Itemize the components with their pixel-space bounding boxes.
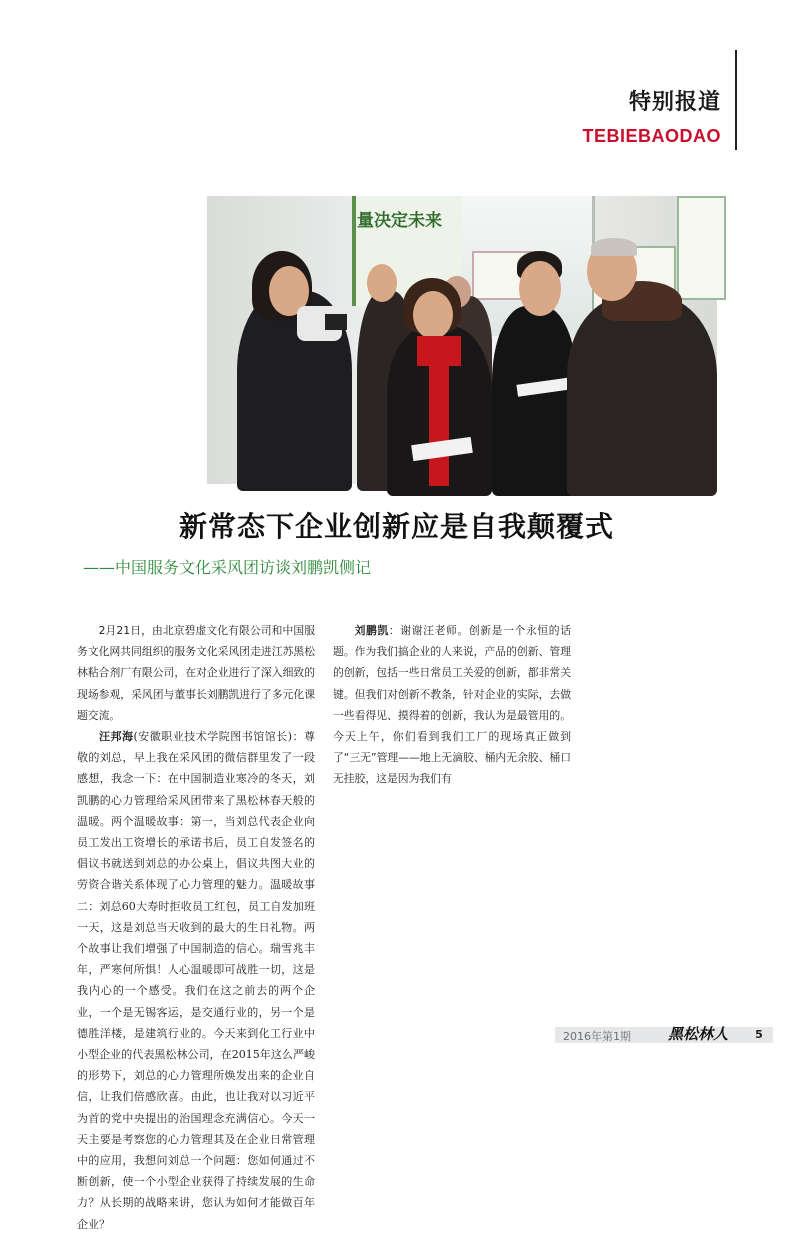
page-number: 5 [745,1027,773,1043]
speaker-name: 汪邦海 [99,730,134,744]
article-photo [207,196,717,484]
article-subtitle: ——中国服务文化采风团访谈刘鹏凯侧记 [83,558,372,577]
photo-notice-board [677,196,726,300]
paragraph-text: ：谢谢汪老师。创新是一个永恒的话题。作为我们搞企业的人来说，产品的创新、管理的创新，包括一些日常员工关爱的创新，都非常关键。但我们对创新不教条，针对企业的实际，去做一些看得见、摸得着的创新，我认为是最管用的。今天上午，你们看到我们工厂的现场真正做到了“三无”管理——地上无滴胶、桶内无余胶、桶口无挂胶，这是因为我们有 [333,624,572,786]
section-title-cn: 特别报道 [628,90,721,115]
photo-grey-hair [591,238,637,256]
body-paragraph [333,620,571,790]
article-title: 新常态下企业创新应是自我颠覆式 [178,510,614,543]
photo-banner-text: 量决定未来 [357,211,442,231]
paragraph-text: (安徽职业技术学院图书馆馆长)：尊敬的刘总，早上我在采风团的微信群里发了一段感想，我念一下：在中国制造业寒冷的冬天，刘凯鹏的心力管理给采风团带来了黑松林春天般的温暖。两个温暖故事：第一，当刘总代表企业向员工发出工资增长的承诺书后，员工自发签名的倡议书就送到刘总的办公桌上，倡议共图大业的劳资合谐关系体现了心力管理的魅力。温暖故事二：刘总60大寿时拒收员工红包，员工自发加班一天，这是刘总当天收到的最大的生日礼物。两个故事让我们增强了中国制造的信心。瑞雪兆丰年，严寒何所惧！人心温暖即可战胜一切，这是我内心的一个感受。我们在这之前去的两个企业，一个是无锡客运，是交通行业的，另一个是德胜洋楼，是建筑行业的。今天来到化工行业中小型企业的代表黑松林公司，在2015年这么严峻的形势下，刘总的心力管理所焕发出来的企业自信，让我们倍感欣喜。由此，也让我对以习近平为首的党中央提出的治国理念充满信心。今天一天主要是考察您的心力管理其及在企业日常管理中的应用，我想问刘总一个问题：您如何通过不断创新，使一个小型企业获得了持续发展的生命力？从长期的战略来讲，您认为如何才能做百年企业？ [77,730,316,1231]
photo-face [367,264,397,302]
body-column-left [77,620,316,1231]
speaker-name: 刘鹏凯 [354,624,389,637]
photo-person-man [492,306,577,496]
magazine-logo: 黑松林人 [668,1025,729,1043]
issue-label: 2016年第1期 [563,1030,631,1043]
body-paragraph [77,726,316,1231]
photo-face [413,291,453,339]
intro-paragraph: 2月21日，由北京碧虚文化有限公司和中国服务文化网共同组织的服务文化采风团走进江苏黑松林粘合剂厂有限公司，在对企业进行了深入细致的现场参观，采风团与董事长刘鹏凯进行了多元化课题交流。 [77,624,315,722]
photo-camera [325,314,347,330]
photo-person-elder [567,296,717,496]
header-rule [735,50,737,150]
photo-face [519,261,561,316]
section-title-en: TEBIEBAODAO [582,126,721,146]
body-column-right [333,620,571,790]
photo-red-scarf [429,361,449,486]
